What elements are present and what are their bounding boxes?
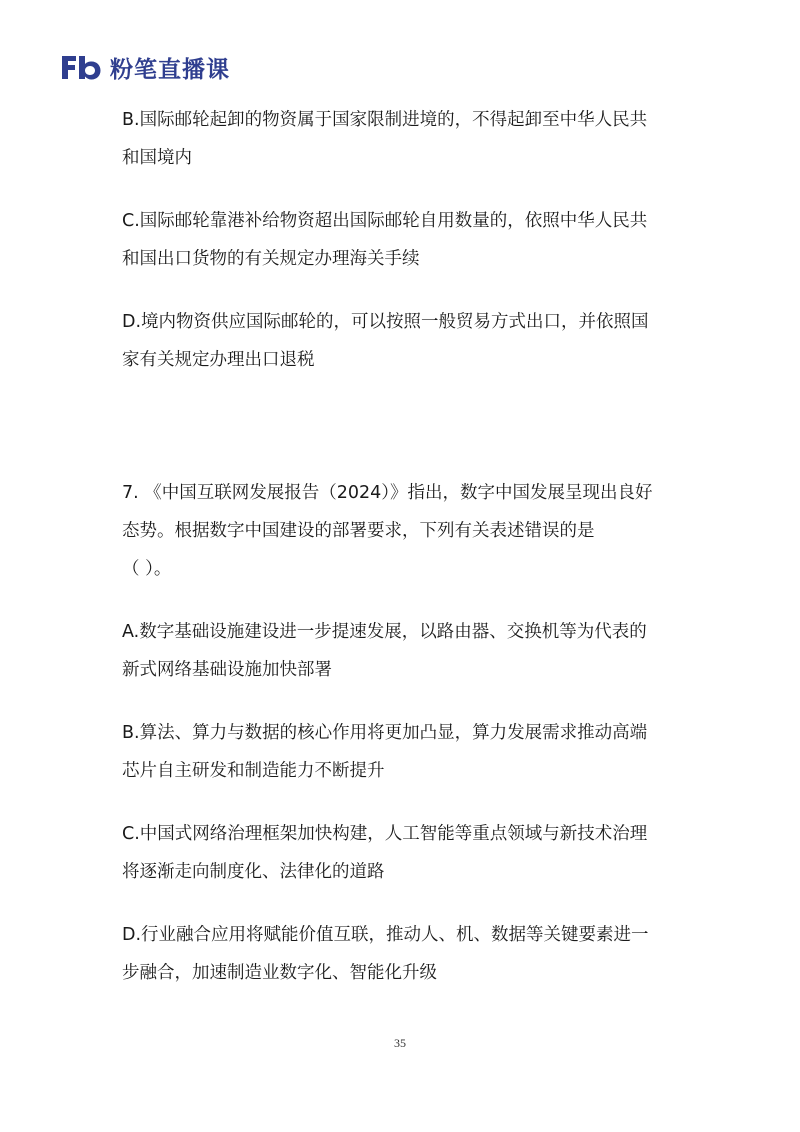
q6-option-d	[122, 303, 682, 379]
question-7-stem	[122, 474, 682, 588]
question-line: 态势。根据数字中国建设的部署要求，下列有关表述错误的是	[122, 521, 595, 541]
option-line: 和国出口货物的有关规定办理海关手续	[122, 249, 420, 269]
page-number: 35	[394, 1036, 406, 1050]
q7-option-c	[122, 815, 682, 891]
option-line: C.中国式网络治理框架加快构建，人工智能等重点领域与新技术治理	[122, 824, 648, 844]
option-line: 步融合，加速制造业数字化、智能化升级	[122, 963, 437, 983]
option-line: 和国境内	[122, 148, 192, 168]
answer-blank: （ ）。	[122, 559, 172, 579]
option-line: D.行业融合应用将赋能价值互联，推动人、机、数据等关键要素进一	[122, 925, 649, 945]
option-line: B.算法、算力与数据的核心作用将更加凸显，算力发展需求推动高端	[122, 723, 648, 743]
fb-logo-icon	[60, 52, 104, 82]
q7-option-a	[122, 613, 682, 689]
brand-name: 粉笔直播课	[110, 56, 230, 83]
q6-option-c	[122, 202, 682, 278]
option-line: A.数字基础设施建设进一步提速发展，以路由器、交换机等为代表的	[122, 622, 647, 642]
option-line: 芯片自主研发和制造能力不断提升	[122, 761, 385, 781]
q7-option-d	[122, 916, 682, 992]
option-line: 将逐渐走向制度化、法律化的道路	[122, 862, 385, 882]
document-body	[122, 101, 682, 992]
question-line: 7. 《中国互联网发展报告（2024）》指出，数字中国发展呈现出良好	[122, 483, 653, 503]
option-line: 新式网络基础设施加快部署	[122, 660, 332, 680]
q7-option-b	[122, 714, 682, 790]
header	[60, 50, 230, 84]
option-line: D.境内物资供应国际邮轮的，可以按照一般贸易方式出口，并依照国	[122, 312, 649, 332]
option-line: 家有关规定办理出口退税	[122, 350, 315, 370]
q6-option-b	[122, 101, 682, 177]
option-line: B.国际邮轮起卸的物资属于国家限制进境的，不得起卸至中华人民共	[122, 110, 648, 130]
option-line: C.国际邮轮靠港补给物资超出国际邮轮自用数量的，依照中华人民共	[122, 211, 648, 231]
